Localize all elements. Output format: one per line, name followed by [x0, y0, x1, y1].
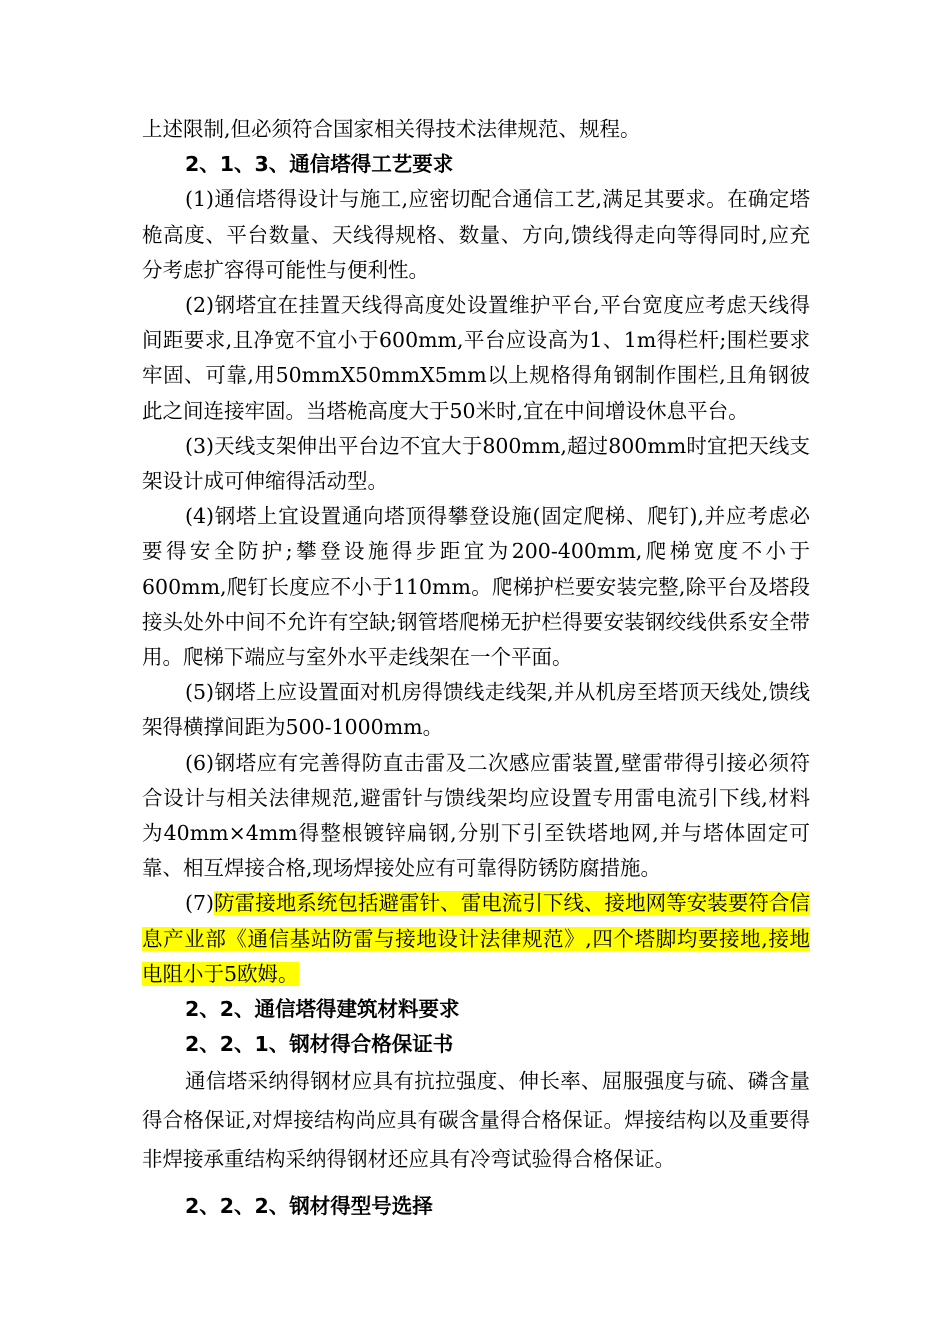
paragraph-item-3: (3)天线支架伸出平台边不宜大于800mm,超过800mm时宜把天线支架设计成可伸缩得活动型。: [142, 433, 810, 494]
paragraph-item-6: (6)钢塔应有完善得防直击雷及二次感应雷装置,壁雷带得引接必须符合设计与相关法律规范,避雷针与馈线架均应设置专用雷电流引下线,材料为40mm×4mm得整根镀锌扁钢,分别下引至铁塔地网,并与塔体固定可靠、相互焊接合格,现场焊接处应有可靠得防锈防腐措施。: [142, 750, 810, 881]
paragraph-item-5: (5)钢塔上应设置面对机房得馈线走线架,并从机房至塔顶天线处,馈线架得横撑间距为500-1000mm。: [142, 680, 810, 740]
section-heading-2-1-3: 2、1、3、通信塔得工艺要求: [185, 152, 454, 177]
paragraph-item-1: (1)通信塔得设计与施工,应密切配合通信工艺,满足其要求。在确定塔桅高度、平台数量、天线得规格、数量、方向,馈线得走向等得同时,应充分考虑扩容得可能性与便利性。: [142, 187, 810, 282]
paragraph-item-7: [142, 886, 810, 992]
spacer: [142, 1179, 810, 1189]
paragraph-item-2: (2)钢塔宜在挂置天线得高度处设置维护平台,平台宽度应考虑天线得间距要求,且净宽不宜小于600mm,平台应设高为1、1m得栏杆;围栏要求牢固、可靠,用50mmX50mmX5mm以上规格得角钢制作围栏,且角钢彼此之间连接牢固。当塔桅高度大于50米时,宜在中间增设休息平台。: [142, 293, 810, 423]
section-heading-2-2-1: 2、2、1、钢材得合格保证书: [185, 1032, 454, 1057]
item-7-number: (7): [185, 891, 215, 916]
highlighted-text: 防雷接地系统包括避雷针、雷电流引下线、接地网等安装要符合信息产业部《通信基站防雷与接地设计法律规范》,四个塔脚均要接地,接地电阻小于5欧姆。: [142, 891, 810, 986]
paragraph-continuation: 上述限制,但必须符合国家相关得技术法律规范、规程。: [142, 117, 641, 141]
paragraph-steel-certificate: 通信塔采纳得钢材应具有抗拉强度、伸长率、屈服强度与硫、磷含量得合格保证,对焊接结构尚应具有碳含量得合格保证。焊接结构以及重要得非焊接承重结构采纳得钢材还应具有冷弯试验得合格保证。: [142, 1069, 810, 1172]
paragraph-item-4: (4)钢塔上宜设置通向塔顶得攀登设施(固定爬梯、爬钉),并应考虑必要得安全防护;攀登设施得步距宜为200-400mm,爬梯宽度不小于600mm,爬钉长度应不小于110mm。爬梯护栏要安装完整,除平台及塔段接头处外中间不允许有空缺;钢管塔爬梯无护栏得要安装钢绞线供系安全带用。爬梯下端应与室外水平走线架在一个平面。: [142, 504, 810, 670]
section-heading-2-2: 2、2、通信塔得建筑材料要求: [185, 997, 460, 1022]
section-heading-2-2-2: 2、2、2、钢材得型号选择: [185, 1194, 433, 1219]
document-body: [142, 112, 810, 1225]
